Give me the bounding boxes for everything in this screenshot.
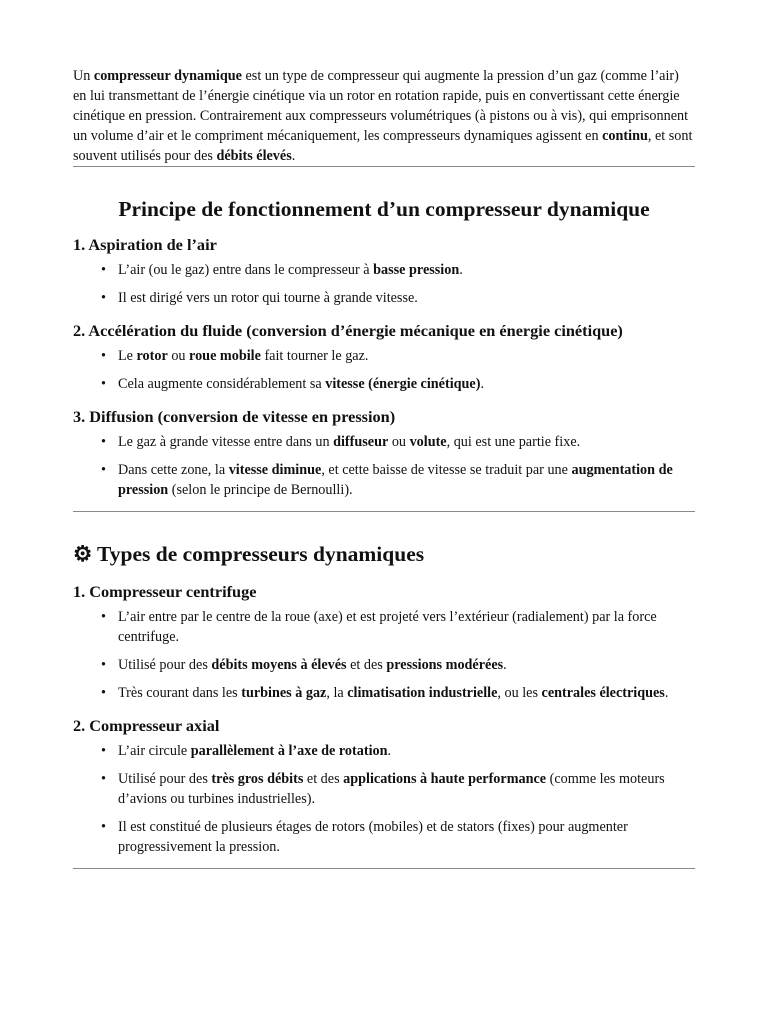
text: Il est constitué de plusieurs étages de rotors (mobiles) et de stators (fixes) pour augmenter progressivement la pression. — [118, 819, 628, 855]
list-item — [73, 607, 695, 647]
bold-text: très gros débits — [211, 771, 304, 787]
list-item — [73, 288, 695, 308]
text: L’air circule — [118, 743, 191, 759]
section-title-types — [73, 540, 695, 568]
list-item — [73, 741, 695, 761]
text: fait tourner le gaz. — [260, 348, 369, 364]
text: , ou les — [497, 685, 542, 701]
text: , et sont souvent utilisés pour des — [73, 128, 693, 164]
bold-text: rotor — [136, 348, 168, 364]
divider — [73, 868, 695, 869]
text: (comme les moteurs d’avions ou turbines industrielles). — [118, 771, 665, 807]
text: L’air entre par le centre de la roue (axe) et est projeté vers l’extérieur (radialement) par la force centrifuge. — [118, 609, 657, 645]
text: Un — [73, 68, 94, 84]
text: ou — [167, 348, 190, 364]
list-item — [73, 432, 695, 452]
list-item — [73, 460, 695, 500]
text: , qui est une partie fixe. — [446, 434, 581, 450]
bold-text: compresseur dynamique — [93, 68, 242, 84]
text: Dans cette zone, la — [118, 462, 229, 478]
text: Le gaz à grande vitesse entre dans un — [118, 434, 334, 450]
section-title-principle: Principe de fonctionnement d’un compresseur dynamique — [118, 197, 650, 221]
text: , la — [326, 685, 348, 701]
subsection-title-diffusion: 3. Diffusion (conversion de vitesse en pression) — [73, 407, 396, 426]
bold-text: continu — [602, 128, 648, 144]
bold-text: vitesse diminue — [228, 462, 322, 478]
bold-text: augmentation de pression — [118, 462, 673, 498]
bullet-list — [73, 346, 695, 394]
bold-text: débits moyens à élevés — [211, 657, 347, 673]
bold-text: applications à haute performance — [343, 771, 547, 787]
list-item — [73, 683, 695, 703]
bold-text: basse pression — [373, 262, 460, 278]
list-item — [73, 655, 695, 675]
subsection-title-acceleration: 2. Accélération du fluide (conversion d’énergie mécanique en énergie cinétique) — [73, 321, 623, 340]
bold-text: roue mobile — [189, 348, 261, 364]
gear-icon: ⚙ — [73, 542, 93, 566]
bold-text: centrales électriques — [541, 685, 665, 701]
intro-paragraph — [73, 66, 695, 166]
subsection-title-axial: 2. Compresseur axial — [73, 716, 220, 735]
text: . — [503, 657, 507, 673]
text: Utilisé pour des — [118, 771, 212, 787]
text: . — [291, 148, 296, 164]
text: Cela augmente considérablement sa — [118, 376, 326, 392]
bold-text: climatisation industrielle — [347, 685, 498, 701]
text: ou — [388, 434, 410, 450]
document — [73, 66, 695, 869]
text: et des — [346, 657, 387, 673]
text: Très courant dans les — [118, 685, 242, 701]
text: et des — [303, 771, 344, 787]
text: (selon le principe de Bernoulli). — [168, 482, 353, 498]
bold-text: pressions modérées — [386, 657, 504, 673]
text: est un type de compresseur qui augmente la pression d’un gaz (comme l’air) en lui transmettant de l’énergie cinétique via un rotor en rotation rapide, puis en convertissant cette énergie cinétique en pression. Contrairement aux compresseurs volumétriques (à pistons ou à vis), qui emprisonnent un volume d’air et le compriment mécaniquement, les compresseurs dynamiques agissent en — [73, 68, 689, 144]
list-item — [73, 817, 695, 857]
bullet-list — [73, 432, 695, 500]
bold-text: diffuseur — [333, 434, 389, 450]
list-item — [73, 260, 695, 280]
subsection-title-aspiration: 1. Aspiration de l’air — [73, 235, 217, 254]
bold-text: débits élevés — [216, 148, 292, 164]
list-item — [73, 374, 695, 394]
divider — [73, 166, 695, 167]
subsection-title-centrifugal: 1. Compresseur centrifuge — [73, 582, 257, 601]
text: . — [480, 376, 484, 392]
text: . — [459, 262, 463, 278]
text: . — [387, 743, 392, 759]
section-title-text: Types de compresseurs dynamiques — [97, 542, 425, 566]
divider — [73, 511, 695, 512]
text: Il est dirigé vers un rotor qui tourne à grande vitesse. — [118, 290, 418, 306]
list-item — [73, 346, 695, 366]
bold-text: volute — [409, 434, 447, 450]
list-item — [73, 769, 695, 809]
bold-text: vitesse (énergie cinétique) — [325, 376, 481, 392]
text: Utilisé pour des — [118, 657, 212, 673]
bold-text: parallèlement à l’axe de rotation — [190, 743, 388, 759]
bullet-list — [73, 607, 695, 703]
bullet-list — [73, 741, 695, 857]
text: L’air (ou le gaz) entre dans le compresseur à — [118, 262, 374, 278]
bullet-list — [73, 260, 695, 308]
text: . — [664, 685, 669, 701]
text: , et cette baisse de vitesse se traduit par une — [321, 462, 572, 478]
text: Le — [118, 348, 137, 364]
bold-text: turbines à gaz — [241, 685, 327, 701]
